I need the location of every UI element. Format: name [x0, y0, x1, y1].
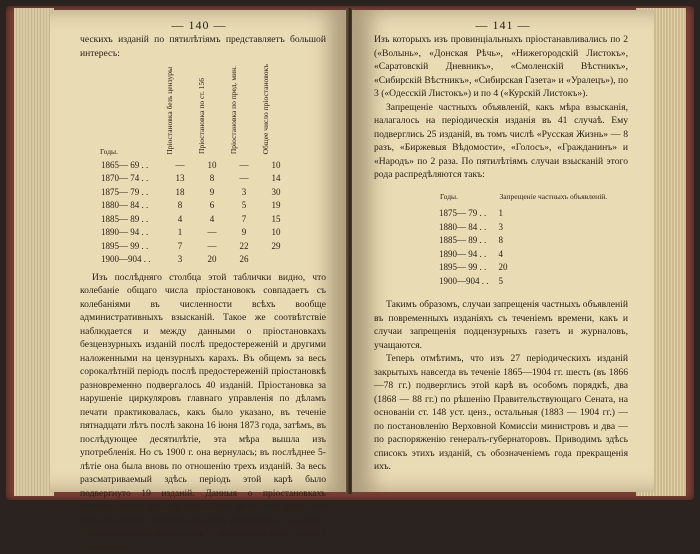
year-cell: 1890— 94 . .	[439, 248, 487, 259]
column-header: Пріостановка по ст. 156	[197, 78, 206, 155]
left-page-text	[80, 33, 326, 554]
value-cell: —	[207, 240, 217, 251]
paragraph: Изъ которыхъ изъ провинціальныхъ пріостанавливались по 2 («Волынь», «Донская Рѣчь», «Нижегородскій Листокъ», «Саратовскій Дневникъ», «Смоленскій Вѣстникъ», «Сибирскій Вѣстникъ», «Сибирская Газета» и «Уралецъ»), по 3 («Одесскій Листокъ») и по 4 («Курскій Листокъ»).	[374, 34, 628, 99]
table-header-row	[434, 190, 613, 208]
year-cell: 1890— 94 . .	[101, 227, 149, 238]
year-cell: 1885— 89 . .	[101, 213, 149, 224]
table-row	[434, 248, 613, 262]
value-cell: 14	[271, 173, 281, 184]
value-cell: 6	[209, 200, 215, 211]
table-header-row	[98, 64, 292, 159]
column-header: Пріостановка безъ цензуры	[165, 66, 174, 155]
paragraph: ческихъ изданій по пятилѣтіямъ представляетъ большой интересъ:	[80, 34, 326, 59]
value-cell: 10	[271, 159, 281, 170]
value-cell: 3	[241, 186, 247, 197]
year-cell: 1895— 99 . .	[439, 262, 487, 272]
table-row	[434, 221, 613, 235]
year-cell: 1900—904 . .	[101, 254, 151, 265]
value-cell: 13	[175, 173, 185, 184]
value-cell: 26	[239, 254, 249, 265]
value-cell: 22	[239, 240, 249, 251]
value-cell: 7	[177, 240, 183, 251]
paragraph: Запрещеніе частныхъ объявленій, какъ мѣра взысканія, налагалось на періодическія изданія въ 41 случаѣ. Ему подверглись 25 изданій, въ томъ числѣ «Русская Жизнь» — 8 разъ, «Биржевыя Вѣдомости», «Голосъ», «Гражданинъ» и «Народъ» по 2 раза. По пятилѣтіямъ случаи взысканій этого рода распредѣляются такъ:	[374, 101, 628, 180]
year-cell: 1875— 79 . .	[101, 186, 149, 197]
right-page-text	[374, 33, 628, 474]
year-cell: 1875— 79 . .	[439, 208, 487, 218]
column-header: Общее число пріостановокъ	[261, 64, 270, 155]
table-row	[98, 240, 292, 254]
table-row	[98, 172, 292, 186]
value-cell: 8	[209, 173, 215, 184]
year-cell: 1880— 84 . .	[439, 221, 487, 232]
value-cell: 5	[498, 275, 503, 286]
page-number: — 141 —	[475, 18, 531, 32]
page-number: — 140 —	[171, 18, 227, 32]
year-cell: 1880— 84 . .	[101, 200, 149, 211]
suspension-table	[98, 64, 292, 267]
value-cell: —	[207, 227, 217, 238]
column-header: Запрещеніе частныхъ объявленій.	[499, 191, 608, 201]
left-page	[50, 10, 348, 553]
paragraph: Такимъ образомъ, случаи запрещенія частныхъ объявленій въ повременныхъ изданіяхъ съ теченіемъ времени, какъ и случаи запрещенія подцензурныхъ газетъ и журналовъ, учащаются.	[374, 299, 628, 351]
year-cell: 1865— 69 . .	[101, 159, 149, 170]
table-row	[434, 275, 613, 289]
value-cell: 8	[177, 200, 183, 211]
value-cell: 1	[177, 227, 183, 238]
column-header: Годы.	[440, 191, 458, 201]
column-header: Пріостановка по пред. мин.	[229, 66, 238, 155]
page-edges-left	[14, 8, 54, 496]
table-row	[434, 207, 613, 221]
value-cell: 29	[271, 240, 281, 251]
value-cell	[260, 253, 292, 267]
value-cell: 20	[207, 254, 217, 265]
value-cell: —	[239, 159, 249, 170]
value-cell: 20	[498, 262, 508, 272]
value-cell: 3	[498, 221, 503, 232]
table-row	[98, 159, 292, 173]
year-cell: 1900—904 . .	[439, 275, 489, 286]
value-cell: 15	[271, 213, 281, 224]
value-cell: 3	[177, 254, 183, 265]
table-row	[98, 186, 292, 200]
value-cell: 4	[209, 213, 215, 224]
value-cell: —	[175, 159, 185, 170]
year-cell: 1895— 99 . .	[101, 240, 149, 251]
year-cell: 1885— 89 . .	[439, 235, 487, 245]
column-header: Годы.	[100, 147, 118, 157]
table-row	[434, 234, 613, 248]
value-cell: 19	[271, 200, 281, 211]
value-cell: 4	[498, 248, 503, 259]
value-cell: 5	[241, 200, 247, 211]
value-cell: —	[239, 173, 249, 184]
value-cell: 7	[241, 213, 247, 224]
table-row	[98, 226, 292, 240]
value-cell: 10	[207, 159, 217, 170]
paragraph: Изъ послѣдняго столбца этой таблички видно, что колебаніе общаго числа пріостановокъ совпадаетъ съ колебаніями въ численности всѣхъ вообще административныхъ взысканій. Такое же соотвѣтствіе наблюдается и между данными о пріостановкахъ безцензурныхъ изданій послѣ предостереженій и другими наложенными на цензурныхъ карахъ. Въ общемъ за весь сорокалѣтній періодъ послѣ предостереженій пріостановкѣ разновременно подвергалось 40 изданій. Пріостановка за нарушеніе циркуляровъ главнаго управленія по дѣламъ печати практиковалась, какъ было указано, въ теченіе пятнадцати лѣтъ послѣ закона 16 іюня 1873 года, затѣмъ, въ послѣдующее десятилѣтіе, эта мѣра вышла изъ употребленія. Но съ 1900 г. она вернулась; въ послѣднее 5-лѣтіе она была вновь по отношенію трехъ изданій. За весь разсматриваемый здѣсь періодъ этой карѣ было подвергнуто 19 изданій. Данныя о пріостановкахъ подцензурныхъ изданій указываютъ на то, что роль этой мѣры въ общей системѣ взысканій возрастаетъ съ годами. Этому взысканію подверглось 53 изданія, изъ нихъ только 3 столичныхъ	[80, 271, 326, 553]
value-cell: 10	[271, 227, 281, 238]
ad-ban-table	[434, 190, 613, 289]
value-cell: 4	[177, 213, 183, 224]
value-cell: 8	[498, 235, 503, 245]
paragraph: Теперь отмѣтимъ, что изъ 27 періодическихъ изданій закрытыхъ навсегда въ теченіе 1865—1904 гг. шесть (въ 1866—78 гг.) подверглись этой карѣ въ особомъ порядкѣ, два (1868 — 88 гг.) по рѣшенію Правительствующаго Сената, на основаніи ст. 148 уст. ценз., остальныя (1883 — 1904 гг.) — по постановленію Верховной Комиссіи министровъ и два — по распоряженію генералъ-губернаторовъ. Приводимъ здѣсь списокъ этихъ изданій, съ обозначеніемъ года прекращенія ихъ.	[374, 353, 628, 472]
table-row	[98, 253, 292, 267]
value-cell: 1	[498, 208, 503, 218]
table-row	[434, 261, 613, 275]
value-cell: 9	[209, 186, 215, 197]
table-row	[98, 213, 292, 227]
year-cell: 1870— 74 . .	[101, 173, 149, 184]
value-cell: 9	[241, 227, 247, 238]
value-cell: 30	[271, 186, 281, 197]
table-row	[98, 199, 292, 213]
right-page	[352, 10, 654, 492]
value-cell: 18	[175, 186, 185, 197]
